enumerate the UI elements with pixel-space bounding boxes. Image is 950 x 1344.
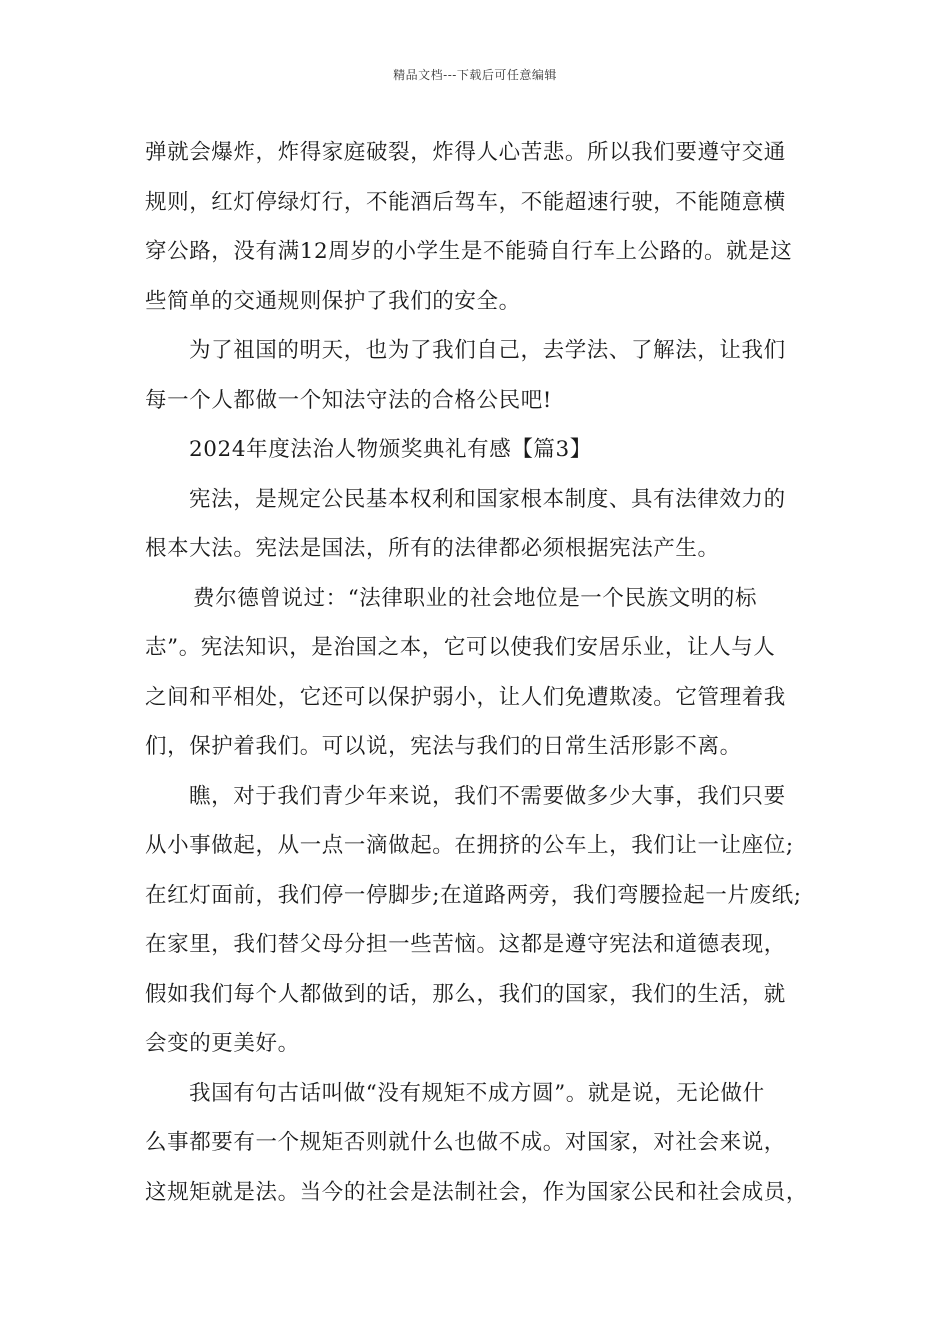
text-line: 们，保护着我们。可以说，宪法与我们的日常生活形影不离。: [145, 734, 742, 759]
text-line: 志”。宪法知识，是治国之本，它可以使我们安居乐业，让人与人: [145, 635, 776, 660]
text-line: 根本大法。宪法是国法，所有的法律都必须根据宪法产生。: [145, 536, 720, 561]
paragraph-start: 我国有句古话叫做“没有规矩不成方圆”。就是说，无论做什: [189, 1080, 765, 1106]
text-line: 么事都要有一个规矩否则就什么也做不成。对国家，对社会来说，: [145, 1130, 786, 1155]
document-body: [145, 128, 815, 1217]
text-line: 些简单的交通规则保护了我们的安全。: [145, 288, 521, 314]
paragraph-start: 费尔德曾说过：“法律职业的社会地位是一个民族文明的标: [193, 585, 758, 611]
page-header: 精品文档---下载后可任意编辑: [393, 68, 557, 82]
text-line: 会变的更美好。: [145, 1031, 300, 1056]
text-line: 在红灯面前，我们停一停脚步;在道路两旁，我们弯腰捡起一片废纸;: [145, 882, 802, 908]
paragraph-start: 为了祖国的明天，也为了我们自己，去学法、了解法，让我们: [189, 338, 786, 363]
text-line: 之间和平相处，它还可以保护弱小，让人们免遭欺凌。它管理着我: [145, 684, 786, 710]
text-line: 这规矩就是法。当今的社会是法制社会，作为国家公民和社会成员，: [145, 1179, 809, 1205]
section-heading: 2024年度法治人物颁奖典礼有感【篇3】: [189, 437, 592, 462]
text-line: 每一个人都做一个知法守法的合格公民吧!: [145, 387, 553, 413]
paragraph-start: 瞧，对于我们青少年来说，我们不需要做多少大事，我们只要: [189, 783, 786, 809]
text-line: 从小事做起，从一点一滴做起。在拥挤的公车上，我们让一让座位;: [145, 833, 794, 858]
text-line: 在家里，我们替父母分担一些苦恼。这都是遵守宪法和道德表现，: [145, 932, 786, 957]
paragraph-start: 宪法，是规定公民基本权利和国家根本制度、具有法律效力的: [189, 486, 786, 512]
text-line: 假如我们每个人都做到的话，那么，我们的国家，我们的生活，就: [145, 981, 786, 1007]
text-line: 规则，红灯停绿灯行，不能酒后驾车，不能超速行驶，不能随意横: [145, 189, 786, 215]
text-line: 穿公路，没有满12周岁的小学生是不能骑自行车上公路的。就是这: [145, 239, 793, 264]
text-line: 弹就会爆炸，炸得家庭破裂，炸得人心苦悲。所以我们要遵守交通: [145, 140, 786, 165]
